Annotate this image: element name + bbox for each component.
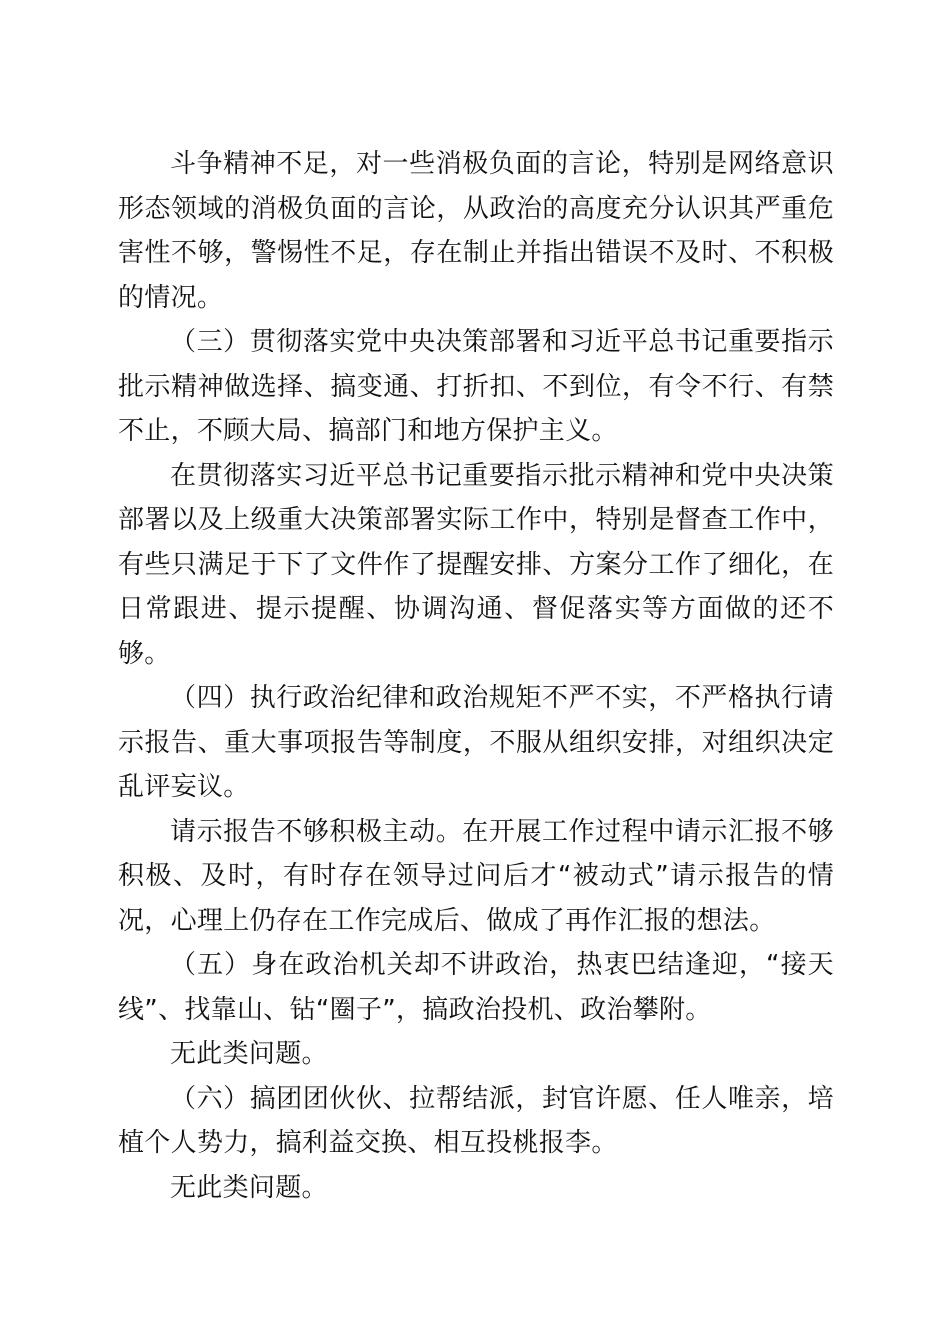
paragraph-implementation: 在贯彻落实习近平总书记重要指示批示精神和党中央决策部署以及上级重大决策部署实际工作中，特别是督查工作中，有些只满足于下了文件作了提醒安排、方案分工作了细化，在日常跟进、提示提醒、协调沟通、督促落实等方面做的还不够。: [118, 460, 834, 669]
heading-section-three: （三）贯彻落实党中央决策部署和习近平总书记重要指示批示精神做选择、搞变通、打折扣、不到位，有令不行、有禁不止，不顾大局、搞部门和地方保护主义。: [118, 327, 834, 446]
paragraph-no-issue-five: 无此类问题。: [170, 1039, 328, 1069]
heading-section-six: （六）搞团团伙伙、拉帮结派，封官许愿、任人唯亲，培植个人势力，搞利益交换、相互投桃报李。: [118, 1083, 834, 1158]
document-body: [118, 142, 834, 1210]
paragraph-struggle-spirit: 斗争精神不足，对一些消极负面的言论，特别是网络意识形态领域的消极负面的言论，从政治的高度充分认识其严重危害性不够，警惕性不足，存在制止并指出错误不及时、不积极的情况。: [118, 149, 834, 313]
heading-section-five: （五）身在政治机关却不讲政治，热衷巴结逢迎，“接天线”、找靠山、钻“圈子”，搞政治投机、政治攀附。: [118, 950, 834, 1025]
paragraph-reporting: 请示报告不够积极主动。在开展工作过程中请示汇报不够积极、及时，有时存在领导过问后才“被动式”请示报告的情况，心理上仍存在工作完成后、做成了再作汇报的想法。: [118, 816, 834, 936]
heading-section-four: （四）执行政治纪律和政治规矩不严不实，不严格执行请示报告、重大事项报告等制度，不服从组织安排，对组织决定乱评妄议。: [118, 683, 834, 802]
paragraph-no-issue-six: 无此类问题。: [170, 1172, 328, 1203]
